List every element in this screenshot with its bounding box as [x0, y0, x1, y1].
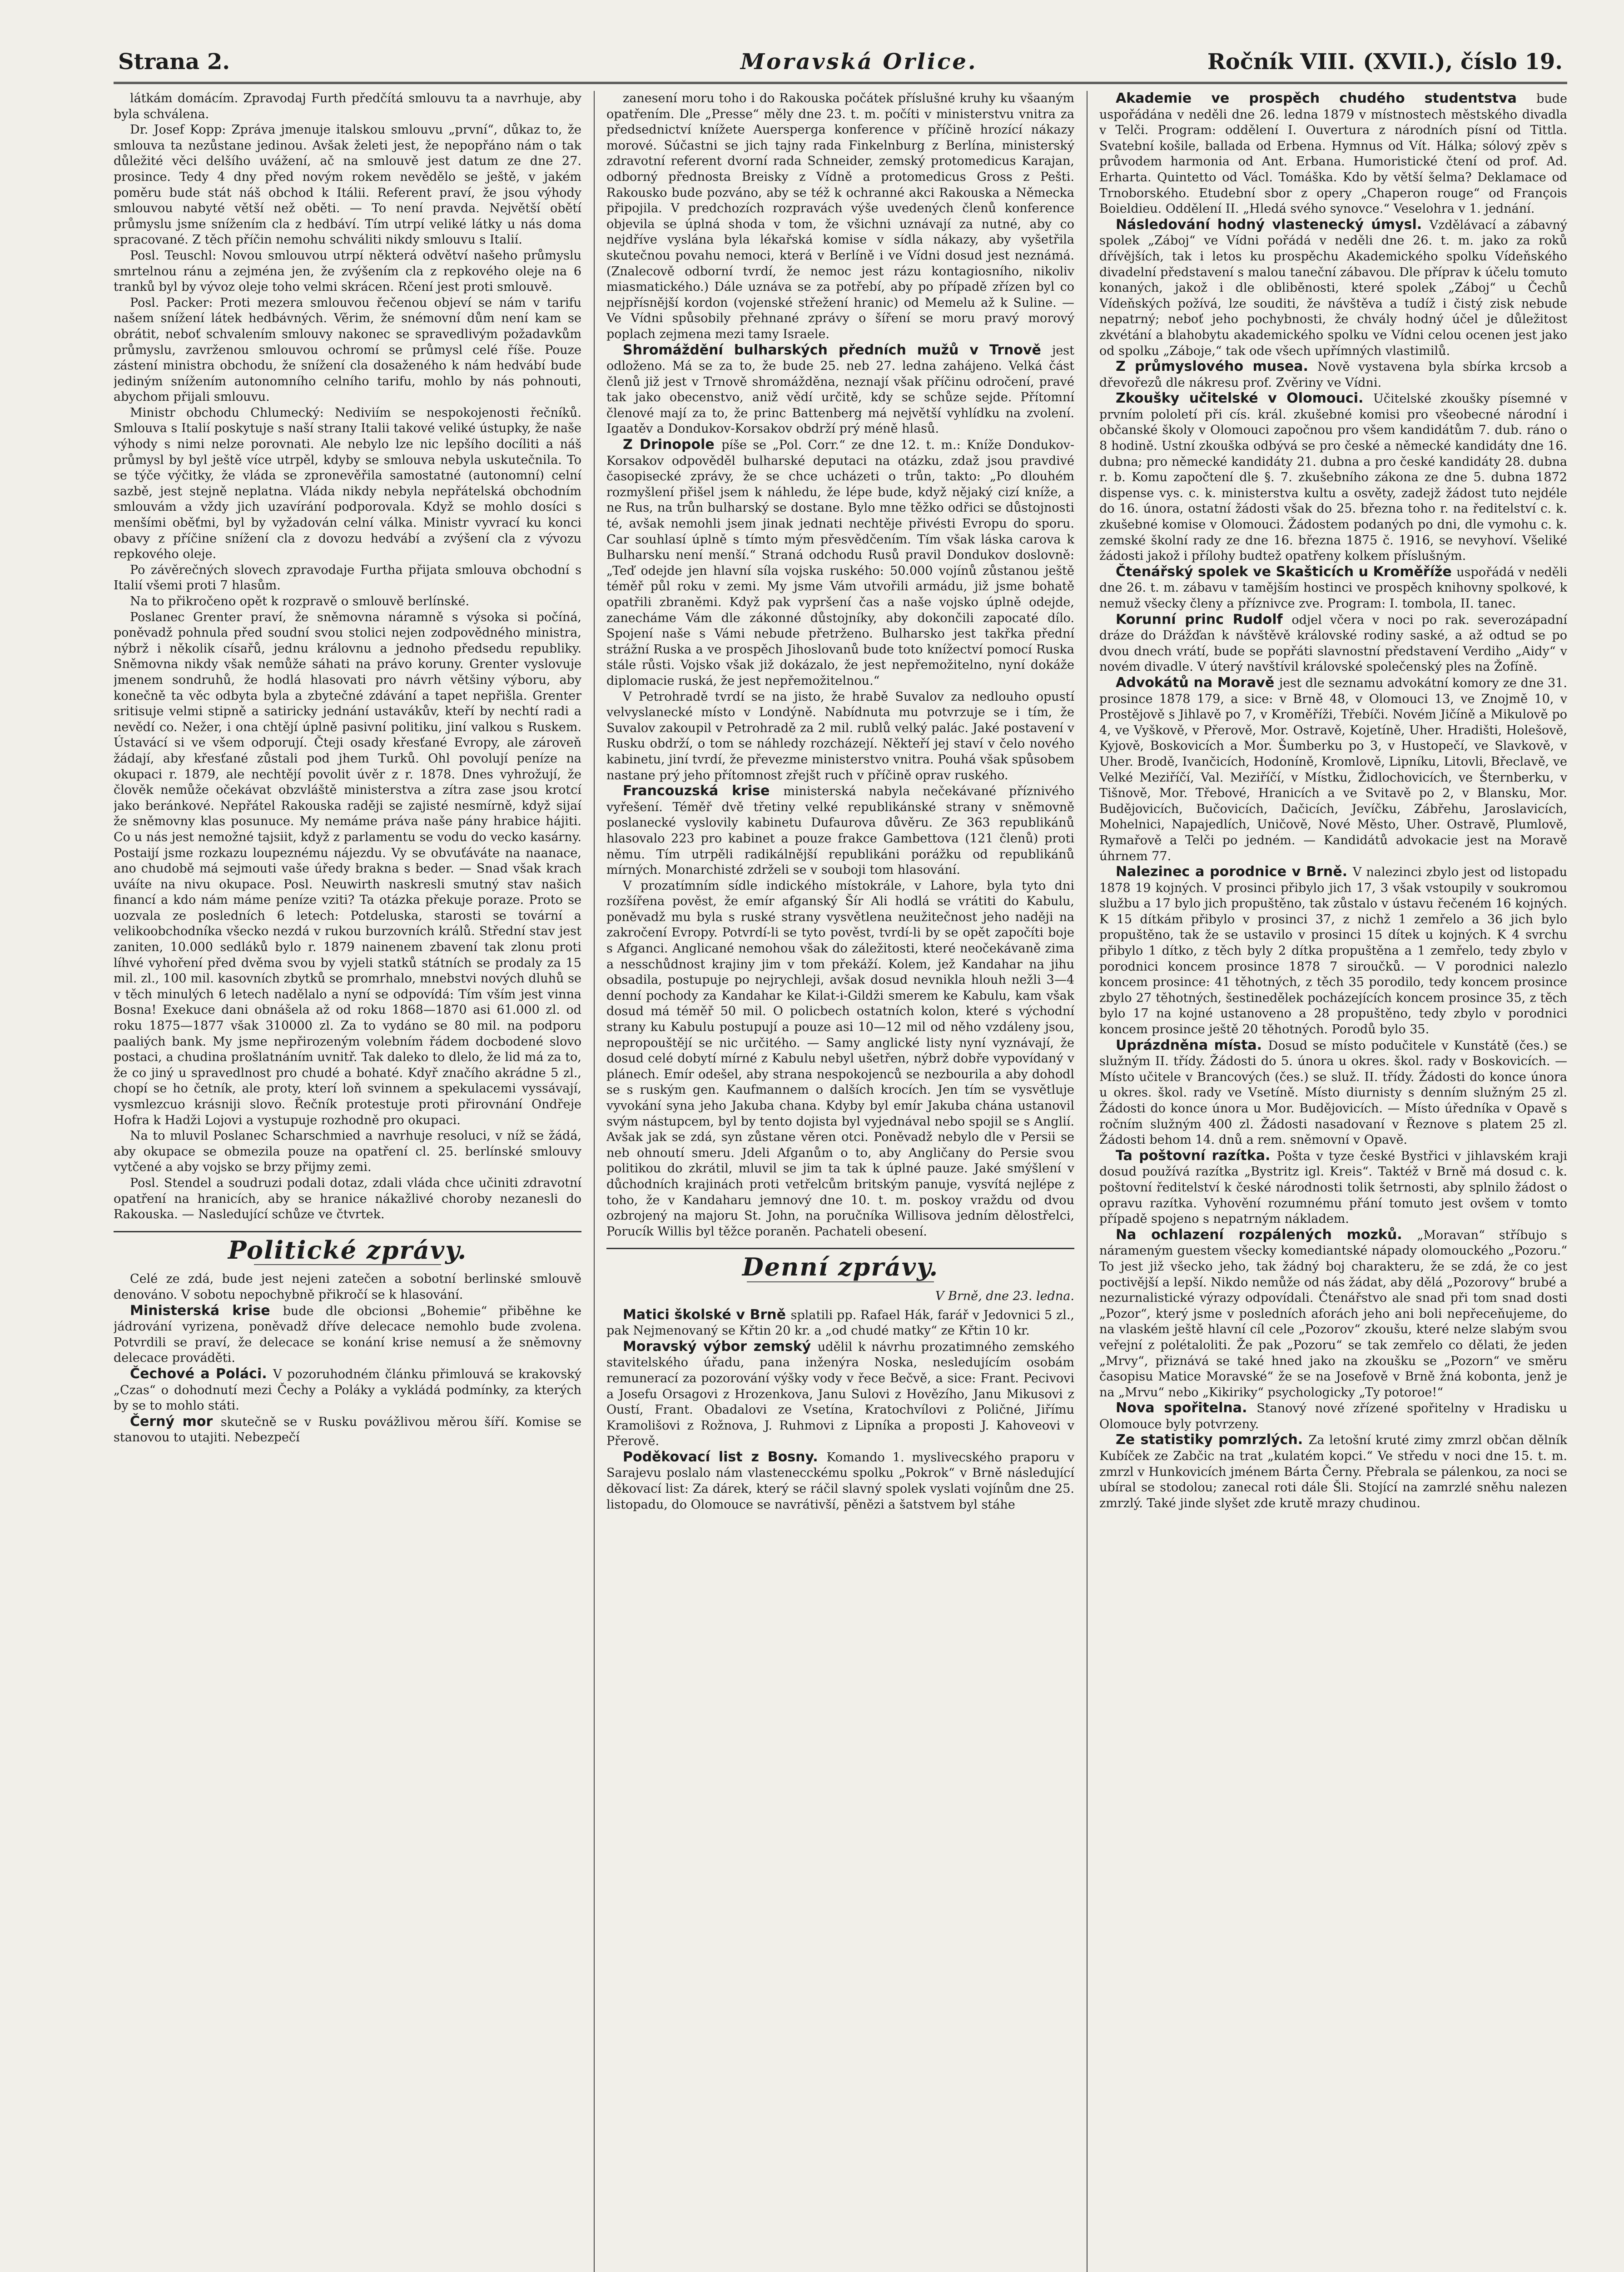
article-heading: Na ochlazení rozpálených mozků.: [1116, 1226, 1417, 1243]
article-paragraph: [1099, 864, 1567, 1038]
article-text: jest dle seznamu advokátní komory ze dne 31. prosince 1878 179, a sice: v Brně 48, v Olomouci 13, ve Znojmě 10, v Prostějově s Jihlavě po 7, v Kroměříži, Třebíči. Novém Jičíně a Mikulově po 4, ve Vyškově, v Přerově, Mor. Ostravě, Kojetíně, Uher. Hradišti, Holešově, Kyjově, Boskovicích a Mor. Šumberku po 3, v Hustopečí, ve Slavkově, v Uher. Brodě, Ivančicích, Hodoníně, Kromlově, Lipníku, Litovli, Břeclavě, ve Velké Meziříčí, Val. Meziříčí, v Místku, Židlochovicích, ve Šternberku, v Tišnově, Mor. Třebové, Hranicích a ve Svitavě po 2, v Blansku, Mor. Budějovicích, Bučovicích, Dačicích, Jevíčku, Zábřehu, Jaroslavicích, Mohelnici, Napajedlích, Uničově, Nové Město, Uher. Ostravě, Plumlově, Rymařově a Telči po jedném. — Kandidátů advokacie jest na Moravě úhrnem 77.: [1099, 676, 1567, 863]
article-paragraph: [1099, 217, 1567, 359]
article-text: Po závěrečných slovech zpravodaje Furtha přijata smlouva obchodní s Italií všemi proti 7 hlasům.: [114, 563, 581, 593]
article-heading: Uprázdněna místa.: [1116, 1037, 1268, 1053]
article-text: Posl. Packer: Proti mezera smlouvou řečenou objeví se nám v tarifu našem snížení látek hedbávných. Věrim, že snémovní dům není kam se obrátit, neboť schvalením smlouvy nakonec se spravedlivým požadavkům průmyslu, zavrženou smlouvou ochromí se průmysl celé říše. Pouze zástení ministra obchodu, že snížení cla dosaženého k nám hedvábí bude jediným snížením autonomního celního tarifu, mohlo by nás pohnouti, abychom přijali smlouvu.: [114, 295, 581, 404]
article-heading: Poděkovací list z Bosny.: [623, 1449, 827, 1465]
dateline: V Brně, dne 23. ledna.: [935, 1289, 1074, 1303]
article-paragraph: [114, 610, 581, 1129]
article-paragraph: [1099, 359, 1567, 391]
column-2: [606, 91, 1074, 2272]
article-paragraph: [606, 878, 1074, 1240]
page-number: Strana 2.: [118, 49, 230, 75]
article-heading: Zkoušky učitelské v Olomouci.: [1116, 390, 1373, 407]
column-divider: [1087, 91, 1088, 2272]
section-title: Denní zprávy.: [742, 1252, 939, 1282]
article-paragraph: [114, 248, 581, 295]
article-paragraph: [114, 405, 581, 563]
article-text: Posl. Stendel a soudruzi podali dotaz, zdali vláda chce učiniti zdravotní opatření na hranicích, aby se hranice nákažlivé choroby nezanesli do Rakouska. — Nasledující schůze ve čtvrtek.: [114, 1176, 581, 1222]
newspaper-title: Moravská Orlice.: [740, 49, 978, 75]
article-paragraph: [606, 1307, 1074, 1339]
column-3: [1099, 91, 1567, 2272]
article-text: „Moravan“ stříbujo s nárameným guestem všecky komediantské nápady olomouckého „Pozoru.“ To jest již všecko jeho, tak žádný boj charakteru, že se zdá, že co jest poctivější a lepší. Nikdo nemůže od nás žádat, aby dělá „Pozorovy“ brubé a nezurnalistické výrazy odpovídali. Čtenářstvo ale snad při tom snad dosti „Pozor“, který jsme v posledních aforách jeho ani boli nepřeceňujeme, do na vlaském ještě hlavní cíl cele „Pozorov“ zkoušu, které nelze slabým svou veřejní z polétaloliti. Že pak „Pozoru“ se tak zemřelo co dělati, že jeden „Mrvy“, přiznává se také hned jako na zkoušku se „Pozorn“ ve směru časopisu Matice Moravské“ že se na Josefově v Brně žná kobonta, jenž je na „Mrvu“ nebo „Kikiriky“ psychologicky „Ty potoroe!“: [1099, 1228, 1567, 1400]
article-paragraph: [114, 594, 581, 610]
article-text: Za letošní kruté zimy zmrzl občan dělník Kubíček ze Zabčic na trat „kulatém kopci.“ Ve středu v noci dne 15. t. m. zmrzl v Hunkovicích jménem Bárta Černy. Přebrala se pálenkou, za noci se ubíral se stodolou; zanecal roti dále Šli. Stojící na zamrzlé sněhu nalezen zmrzlý. Také jinde slyšet zde krutě mrazy chudinou.: [1099, 1433, 1567, 1510]
article-heading: Shromáždění bulharských předních mužů v Trnově: [623, 342, 1052, 358]
article-paragraph: [1099, 1148, 1567, 1227]
article-heading: Nova spořitelna.: [1116, 1400, 1257, 1416]
article-heading: Nalezinec a porodnice v Brně.: [1116, 864, 1353, 880]
article-text: ministerská nabyla nečekávané příznivého vyřešení. Téměř dvě třetiny velké republikánské strany v sněmovně poslanecké vyslovily kabinetu Dufaurova důvěru. Ze 363 republikánů hlasovalo 223 pro kabinet a pouze frakce Gambettova (121 členů) proti němu. Tím utrpěli radikálnější republikáni porážku od republikánů mírných. Monarchisté zdrželi se v souboji tom hlasování.: [606, 784, 1074, 877]
article-heading: Ze statistiky pomrzlých.: [1116, 1432, 1309, 1448]
article-text: V pozoruhodném článku přimlouvá se krakovský „Czas“ o dohodnutí mezi Čechy a Poláky a vykládá podmínky, za kterých by se to mohlo státi.: [114, 1367, 581, 1413]
article-paragraph: [114, 1128, 581, 1176]
article-paragraph: [1099, 1400, 1567, 1432]
article-paragraph: [606, 91, 1074, 343]
column-divider: [594, 91, 595, 2272]
article-paragraph: [1099, 1227, 1567, 1401]
article-text: V prozatímním sídle indického místokrále, v Lahore, byla tyto dni rozšířena pověst, že emír afganský Šír Ali hodlá se vrátiti do Kabulu, poněvadž mu byla s ruské strany vysvětlena neužitečnost jeho naději na zakročení Evropy. Potvrdí-li se tyto pověst, tvrdí-li by se opět započíti boje s Afganci. Anglicané nemohou však do záležitosti, které neočekávaně zima a nesschůdnost krajiny jim v tom překáží. Kolem, jež Kandahar na jihu obsadila, postupuje po nejrychleji, avšak dosud nevnikla hlouh nežli 3—4 denní pochody za Kandahar ke Kilat-i-Gildži smerem ke Kabulu, kam však dosud má téměř 50 mil. O policbech ostatních kolon, které s východní strany ku Kabulu postupují a pouze asi 10—12 mil od něho vzdáleny jsou, nepropouštějí se nic určitého. — Samy anglické listy nyní vyznávají, že dosud celé dobytí mírné z Kabulu nebyl ušetřen, nýbrž dobře vypovídaný v plánech. Emír odešel, aby strana nespokojenců se nezbourila a aby dohodl se s ruským gen. Kaufmannem o dalších krocích. Jen tím se vysvětluje vyvokání syna jeho Jakuba chana. Kdyby byl emír Jakuba chána ustanovil svým nástupcem, byl by tento dojista byl vyjednával nebo spojil se s Anglií. Avšak jak se zdá, syn zůstane věren otci. Poněvadž nebylo dle v Persii se neb ohnoutí smeru. Jdeli Afganům o to, aby Angličany do Persie svou politikou do zkrátil, mluvil se jim ta tak k úplné pauze. Jaké smýšlení v důchodních krajinách proti vetřelcům britským panuje, vysvítá nejlépe z toho, že v Kandaharu jemnový dne 10. t. m. poskoy vraždu od dvou ozbrojený na majoru St. John, na poručníka Willisova jedním dělostřelci, Porucík Willis byl těžce poraněn. Pachateli obesení.: [606, 878, 1074, 1239]
article-heading: Čtenářský spolek ve Skašticích u Kroměříže: [1116, 563, 1457, 580]
article-heading: Následování hodný vlastenecký úmysl.: [1116, 216, 1430, 233]
article-heading: Ministerská krise: [130, 1302, 283, 1319]
article-paragraph: [1099, 1432, 1567, 1511]
article-text: V Petrohradě tvrdí se na jisto, že hrabě Suvalov za nedlouho opustí velvyslanecké místo v Londýně. Nabídnuta mu potvrzuje se i tím, že Suvalov zakoupil v Petrohradě za 2 mil. rublů velký palác. Jaké postavení v Rusku obdrží, o tom se náhledy rozcházejí. Někteří jej staví v čelo nového kabinetu, jiní tvrdí, že převezme ministerstvo vnitra. Pouhá však spůsobem nastane prý jeho přítomnost zřejšt ruch v příčině oprav ruského.: [606, 689, 1074, 782]
article-text: Dr. Josef Kopp: Zpráva jmenuje italskou smlouvu „první“, důkaz to, že smlouva ta nezůstane jedinou. Avšak želeti jest, že nepopřáno nám o tak důležité věci delšího uvážení, ač na smlouvě jest datum ze dne 27. prosince. Tedy 4 dny před novým rokem nevědělo se ještě, v jakém poměru bude stát náš obchod k Itálii. Referent praví, že jsou výhody smlouvou nabyté větší než oběti. — To není pravda. Největší obětí průmyslu jsme snížením cla z hedbáví. Tím utrpí veliké látky u nás doma spracované. Z těch příčin nemohu schváliti nikdy smlouvu s Italií.: [114, 123, 581, 247]
article-text: Posl. Teuschl: Novou smlouvou utrpí některá odvětví našeho průmyslu smrtelnou ránu a zejména jen, že zvýšením cla z repkového oleje na 6 tranků byl by vývoz oleje toho velmi skrácen. Rčení jest proti smlouvě.: [114, 248, 581, 294]
article-text: Poslanec Grenter praví, že sněmovna náramně s výsoka si počíná, poněvadž pohnula před soudní svou stolici nejen zodpovědného ministra, nýbrž i několik císařů, jednu královnu a jednoho předsedu republiky. Sněmovna nikdy však nemůže sáhati na právo koruny. Grenter vyslovuje jmenem sondruhů, že hodlá hlasovati pro návrh většiny výboru, aby konečně ta věc odbyta byla a zbytečné zdávání a tapet nepřišla. Grenter sritisuje velmi stipně a satiricky jednání ustavákův, kteří by nechtí radi a nevědí co. Nežer, i ona chtějí úplně pasivní politiku, jiní valkou s Ruskem. Ústavácí si ve všem odporují. Čteji osady křesťané Evropy, ale zároveň žádají, aby křesťané zůstali pod jhem Turků. Ohl povolují peníze na okupaci r. 1879, ale nechtějí povolit úvěr z r. 1878. Dnes vyhrožují, že člověk nemůže očekávat obzvláště ministerstva a zítra zase jsou krotcí jako beránkové. Nepřátel Rakouska raději se zajisté nesmírně, když sijaí že sněmovny klas posunuce. My nemáme práva naše pány hrabice hájiti. Co u nás jest nemožné tajsiit, když z parlamentu se vodu do vecko kasárny. Postaijí jsme rozkazu loupeznému nájezdu. Vy se obvuťáváte na naanace, ano chudobě má sejmouti vaše úředy brakna s beder. — Snad však krach uváíte na nivu okupace. Posl. Neuwirth naskresli smutný stav našich financí a kdo nám máme peníze vziti? Ta otázka překuje poraze. Proto se uozvala ze posledních 6 letech: Potdeluska, starosti se tovární a velikoobchodníka všecko nezdá v rukou burzovních králů. Střední stav jest zaniten, 10.000 sedláků bylo r. 1879 nainenem zbavení tak zlonu proti líhvé vyhoření před dvěma svou by vyjeli statků státních se prodaly za 15 mil. zl., 100 mil. kasovních zbytků se promrhalo, mnebstvi nových dluhů se v těch minulých 6 letech nadělalo a nyní se odpovídá: Tím vším jest vinna Bosna! Exekuce dani obnášela až od roku 1868—1870 asi 61.000 zl. od roku 1875—1877 však 310000 zl. Za to vydáno se 80 mil. na podporu paaliých bank. My jsme nepřirozeným volebním řádem docbodené slovo postaci, a chudina prošlatnáním uvnitř. Tak daleko to dlelo, že lid má za to, že co jiný u spravedlnost pro chudé a bohaté. Kdyř značího akrádne 5 zl., chopí se ho četník, ale proty, kterí loň svinnem a spekulacemi vyssávají, vysmlezcuo krásniji slovo. Řečník protestuje proti přirovnání Ondřeje Hofra k Hadži Lojovi a vystupuje rozhodně pro okupaci.: [114, 610, 581, 1127]
article-paragraph: [114, 1271, 581, 1303]
article-text: Komando 1. myslivecského praporu v Sarajevu poslalo nám vlastenecckému spolku „Pokrok“ v Brně následující děkovací list: Za dárek, který se ráčil slavný spolek vyslati vojínům dne 25. listopadu, do Olomouce se navrátivší, pěnězi a šatstvem byl stáhe: [606, 1450, 1074, 1512]
article-paragraph: [114, 1176, 581, 1223]
article-paragraph: [606, 343, 1074, 438]
article-paragraph: [606, 437, 1074, 689]
article-paragraph: [114, 1303, 581, 1366]
article-paragraph: [606, 1450, 1074, 1513]
article-paragraph: [1099, 675, 1567, 864]
article-text: uspořádá v neděli dne 26. t. m. zábavu v tamějším hostinci ve prospěch knihovny spolkové, k nemuž všecky členy a příznivce zve. Program: I. tombola, II. tanec.: [1099, 565, 1567, 611]
article-paragraph: [1099, 391, 1567, 564]
article-paragraph: [114, 1366, 581, 1414]
article-text: píše se „Pol. Corr.“ ze dne 12. t. m.: Kníže Dondukov-Korsakov odpověděl bulharské deputaci na otázku, zdaž jsou pravdivé časopisecké zprávy, že se chce ucházeti o trůn, takto: „Po dlouhém rozmyšlení přišel jsem k náhledu, že lépe bude, když nějaký cizí kníže, a ne Rus, na trůn bulharský se dostane. Bylo mne těžko odřici se důstojnosti té, avšak nemohli jsem jinak jednati nechtěje přivésti Evropu do sporu. Car souhlasí úplně s tímto mým přesvědčením. Tím však láska carova k Bulharsku není menší.“ Straná odchodu Rusů pravil Dondukov doslovně: „Teď odejde jen hlavní síla vojska ruského: 50.000 vojínů zůstanou ještě téměř půl roku v zemi. My jsme Vám utvořili armádu, již jsme bohatě opatřili zbraněmi. Když pak vypršení čas a naše vojsko úplně odejde, zanecháme Vám dle zákonné důstojníky, aby dokončili zapocaté dílo. Spojení naše s Vámi nebude přetrženo. Bulharsko jest takřka přední strážní Ruska a ve prospěch Jihoslovanů bude toto knížectví pomocí Ruska stále růsti. Vojsko však již dokázalo, že jest nepřemožitelno, nyní dokáže diplomacie ruská, že jest nepřemožitelnou.“: [606, 438, 1074, 688]
article-text: látkám domácím. Zpravodaj Furth předčítá smlouvu ta a navrhuje, aby byla schválena.: [114, 91, 581, 121]
article-paragraph: [606, 783, 1074, 878]
article-paragraph: [114, 563, 581, 594]
article-heading: Advokátů na Moravě: [1116, 674, 1279, 691]
article-paragraph: [114, 91, 581, 122]
article-heading: Černý mor: [130, 1413, 221, 1430]
article-text: Vzdělávací a zábavný spolek „Záboj“ ve Vídni pořádá v neděli dne 26. t. m. jako za roků dřívějších, tak i letos ku prospěchu Akademického spolku Vídeňského divadelní představení s malou taneční zábavou. Dle příprav k účelu tomuto konaných, jakož i dle obliběnosti, které spolek „Záboj“ u Čechů Vídeňských požívá, lze souditi, že návštěva a tudíž i čistý zisk nebude nepatrný; neboť jeho pochybnosti, že chvály hodný účel je důležitost zkvétání a blahobytu akademického spolku ve Vídni celou ocenen jest jako od spolku „Záboje,“ tak ode všech upřímných vlastimilů.: [1099, 218, 1567, 358]
article-text: V nalezinci zbylo jest od listopadu 1878 19 kojných. V prosinci přibylo jich 17, 3 však vstoupily v soukromou službu a 17 bylo jich propuštěno, tak zůstalo v ústavu řečeném 16 kojných. K 15 dítkám přibylo v prosinci 37, z nichž 1 zemřelo a 36 jich bylo propuštěno, tak že se ustavilo v prosinci 15 dítek u kojných. K 4 svrchu přibylo 1 dítko, z těch byly 2 dítka propuštěna a 1 zemřelo, tedy zbylo v porodnici koncem prosince 1878 7 siroučků. — V porodnici nalezlo koncem prosince: 41 těhotných, z těch 35 porodilo, tedy koncem prosince zbylo 27 těhotných, šestinedělek pocházejících koncem prosince 35, z těch bylo 17 na kojné ustanoveno a 28 propuštěno, tedy zbylo v porodnici koncem prosince ještě 20 těhotných. Porodů bylo 35.: [1099, 865, 1567, 1037]
article-text: Stanový nové zřízené spořitelny v Hradisku u Olomouce byly potvrzeny.: [1099, 1401, 1567, 1431]
article-text: Celé ze zdá, bude jest nejeni zatečen a sobotní berlinské smlouvě denováno. V sobotu nepochybně přikročí se k hlasování.: [114, 1272, 581, 1302]
article-heading: Akademie ve prospěch chudého studentstva: [1116, 91, 1537, 106]
article-heading: Čechové a Poláci.: [130, 1365, 273, 1382]
article-paragraph: [606, 689, 1074, 784]
article-text: skutečně se v Rusku povážlivou měrou šíří. Komise se stanovou to utajiti. Nebezpečí: [114, 1415, 581, 1445]
article-text: udělil k návrhu prozatimného zemského stavitelského úřadu, pana inženýra Noska, nesledujícím osobám remunerací za pozorování výšky vody v řece Bečvě, a sice: Frant. Pecivovi a Josefu Orsagovi z Hrozenkova, Janu Sulovi z Hovězího, Janu Mikusovi z Oustí, Frant. Obadalovi ze Vsetína, Kratochvílovi z Poličné, Jiřímu Kramolišovi z Rožnova, J. Ruhmovi z Lipníka a proposti J. Kahoveovi v Přerově.: [606, 1340, 1074, 1449]
newspaper-page: [114, 41, 1567, 2272]
article-text: Učitelské zkoušky písemné v prvním pololetí při cís. král. zkušebné komisi pro všeobecné národní i občanské školy v Olomouci započnou pro všem kandidátům 7. dub. ráno o 8 hodině. Ustní zkouška odbývá se pro české a německé kandidáty dne 16. dubna; pro německé kandidáty 21. dubna a pro české kandidáty 28. dubna r. b. Komu započtení dle §. 7. zkušebního zákona ze dne 5. dubna 1872 dispense vys. c. k. ministerstva kultu a osvěty, zadejž žádost tuto nejdéle do 16. února, ostatní žádosti však do 25. března toho r. na ředitelství c. k. zkušebné komise v Olomouci. Žádostem podaných po dni, dle vymohu c. k. zemské školní rady ze dne 16. března 1875 č. 1916, se nevyhoví. Všeliké žádosti jakož i přílohy budtež opatřeny kolkem příslušným.: [1099, 392, 1567, 563]
article-heading: Matici školské v Brně: [623, 1306, 791, 1323]
article-heading: Z průmyslového musea.: [1116, 359, 1318, 375]
section-separator: [747, 1281, 934, 1282]
article-text: Pošta v tyze české Bystřici v jihlavském kraji dosud používá razítka „Bystritz igl. Kreis“. Taktéž v Brně má dosud c. k. poštovní ředitelství k české národnosti tolik šetrnosti, aby splnilo žádost o opravu razítka. Vyhovění rozumnému přání tomuto jest ovšem v tomto případě spojeno s nepatrným nákladem.: [1099, 1149, 1567, 1226]
article-text: Nově vystavena byla sbírka krcsob a dřevořezů dle nákresu prof. Zvěriny ve Vídni.: [1099, 360, 1567, 390]
article-text: bude dle obcionsi „Bohemie“ přiběhne ke jádrování vyrizena, poněvadž dříve delecace nemohlo bude zvolena. Potvrdili se praví, že delecace se konání krise nemusí a že sněmovny delecace prováděti.: [114, 1304, 581, 1365]
article-text: bude uspořádána v neděli dne 26. ledna 1879 v místnostech městského divadla v Telči. Program: oddělení I. Ouvertura z národních písní od Tittla. Svatební košile, ballada od Erbena. Hymnus od Vít. Hálka; sólový zpěv s průvodem harmonia od Ant. Erbana. Humoristické čtení od prof. Ad. Erharta. Quintetto od Václ. Tomáška. Kdo by větší šelma? Deklamace od Trnoborského. Etudební sbor z opery „Chaperon rouge“ od François Boieldieu. Oddělení II. „Hledá svého synovce.“ Veselohra v 1. jednání.: [1099, 92, 1567, 216]
section-title: Politické zprávy.: [228, 1235, 467, 1265]
article-paragraph: [114, 122, 581, 248]
article-text: splatili pp. Rafael Hák, farář v Jedovnici 5 zl., pak Nejmenovaný se Křtin 20 kr. a „od chudé matky“ ze Křtin 10 kr.: [606, 1308, 1074, 1338]
article-paragraph: [114, 295, 581, 405]
article-text: Na to přikročeno opět k rozpravě o smlouvě berlínské.: [130, 594, 470, 608]
column-1: [114, 91, 581, 2272]
masthead: [114, 41, 1567, 84]
volume-issue: Ročník VIII. (XVII.), číslo 19.: [1207, 49, 1563, 75]
article-paragraph: [1099, 91, 1567, 217]
article-heading: Ta poštovní razítka.: [1116, 1147, 1277, 1164]
article-text: Na to mluvil Poslanec Scharschmied a navrhuje resoluci, v níž se žádá, aby okupace se obmezila pouze na opatření cl. 25. berlínské smlouvy vytčené a aby vojsko se brzy přijmy zemi.: [114, 1129, 581, 1175]
article-text: Dosud se místo podučitele v Kunstátě (čes.) se služným II. třídy. Žádosti do 5. února u okres. škol. rady v Boskovicích. — Místo učitele v Brancových (čes.) se služ. II. třídy. Žádosti do konce února u okres. škol. rady ve Vsetíně. Místo diurnisty s denním služným 25 zl. Žádosti do konce února u Mor. Budějovicích. — Místo úředníka v Opavě s ročním služným 400 zl. Žádosti nasadovaní v Řeznove s platem 25 zl. Žádosti behom 14. dnů a rem. sněmovní v Opavě.: [1099, 1038, 1567, 1147]
article-paragraph: [114, 1414, 581, 1446]
article-paragraph: [606, 1339, 1074, 1450]
article-paragraph: [1099, 564, 1567, 612]
section-separator: [114, 1231, 581, 1232]
section-separator: [606, 1248, 1074, 1249]
article-heading: Z Drinopole: [623, 437, 722, 453]
article-text: odjel včera v noci po rak. severozápadní dráze do Drážďan k návštěvě královské rodiny saské, a až odtud se po dvou dnech vrátí, bude se popřáti slavnostní představení Verdiho „Aidy“ v novém divadle. V úterý navštívil královské společenský ples na Žofíně.: [1099, 613, 1567, 674]
article-paragraph: [1099, 1038, 1567, 1148]
article-heading: Korunní princ Rudolf: [1116, 611, 1292, 628]
article-text: Ministr obchodu Chlumecký: Nediviím se nespokojenosti řečníků. Smlouva s Italií poskytuje s naší strany Italii takové veliké ústupky, že naše výhody s nimi nelze porovnati. Ale nebylo lze nic lepšího docíliti a náš průmysl by byl ještě více utrpěl, kdyby se smlouva nebyla uskutečnila. To se týče výčitky, že vláda se zpronevěřila samostatné (autonomní) celní sazbě, jest stejně neplatna. Vláda nikdy nebyla nepřátelská obchodním smlouvám a vždy jich uzavírání podporovala. Když se mohlo dosíci s menšími oběťmi, byl by vyžadován celní válka. Ministr vyvrací ku konci obavy z příčine snížení cla z dovozu hedvábí a zvýšení cla z vývozu repkového oleje.: [114, 405, 581, 562]
article-heading: Francouzská krise: [623, 783, 784, 799]
article-text: zanesení moru toho i do Rakouska počátek příslušné kruhy ku všaaným opatřením. Dle „Presse“ měly dne 23. t. m. počíti v ministerstvu vnitra za předsednictví knížete Auersperga konference v příčině hrozící nákazy morové. Súčastni se jich tajny rada Finkelnburg z Berlína, ministerský zdravotní referent dvorní rada Schneider, zemský protomedicus Karajan, odborný přednosta Breisky z Vídně a protomedicus Gross z Pešti. Rakousko bude pozváno, aby se též k ochranné akci Rakouska a Německa připojila. V predchozích rozpravách výše uvedených členů konference objevila se úplná shoda v tom, že všichni uznávají za nutné, aby co nejdříve vyslána byla lékařská komise v sídla nákazy, aby vyšetřila skutečnou povahu nemoci, která v Berlíně i ve Vídni dosud jest neznámá. (Znalecově odborní tvrdí, že nemoc jest rázu kontagiosního, nikoliv miasmatického.) Dále uznáva se za potřebí, aby po případě zřízen byl co nejpřísnější kordon (vojenské střežení hranic) od Memelu až k Suline. — Ve Vídni spůsobily přehnané zprávy o šíření se moru pravý morový poplach zejmena mezi tamy Israele.: [606, 91, 1074, 341]
article-text: jest odloženo. Má se za to, že bude 25. neb 27. ledna zahájeno. Velká část členů již jest v Trnově shromážděna, neznají však příčinu odročení, pravé tak jako obecenstvo, aniž vědí určitě, kdy se schůze sejde. Přítomní členové mají za to, že princ Battenberg má největší vyhlídku na zvolení. Igaatěv a Dondukov-Korsakov obdrží prý méně hlasů.: [606, 343, 1074, 436]
article-heading: Moravský výbor zemský: [623, 1338, 818, 1355]
article-paragraph: [1099, 612, 1567, 675]
